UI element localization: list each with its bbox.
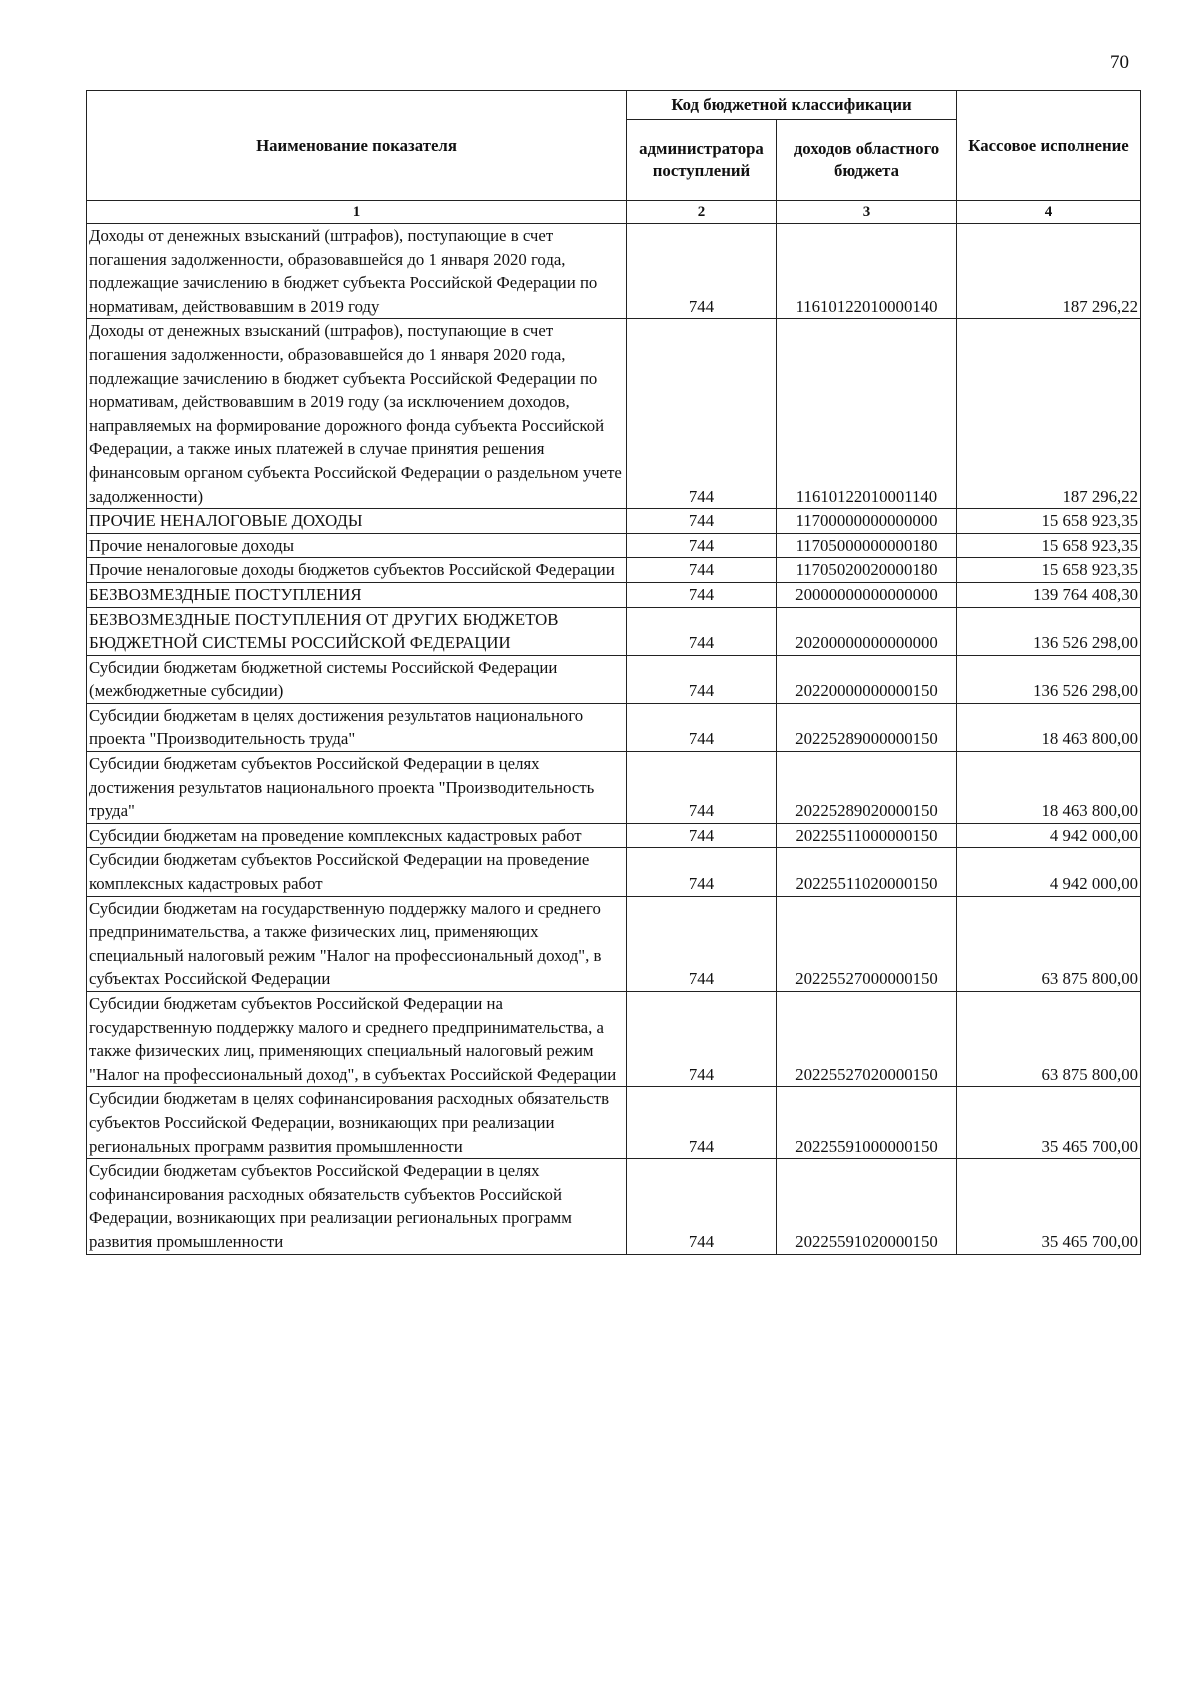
table-row	[87, 896, 1141, 991]
table-row	[87, 823, 1141, 848]
row-amount: 187 296,22	[957, 224, 1141, 319]
row-admin-code: 744	[627, 558, 777, 583]
table-header	[87, 91, 1141, 224]
row-income-code: 20225527020000150	[777, 992, 957, 1087]
row-amount: 63 875 800,00	[957, 896, 1141, 991]
table-row	[87, 848, 1141, 896]
row-income-code: 11705000000000180	[777, 533, 957, 558]
budget-table	[86, 90, 1141, 1255]
row-amount: 63 875 800,00	[957, 992, 1141, 1087]
row-name: БЕЗВОЗМЕЗДНЫЕ ПОСТУПЛЕНИЯ	[87, 582, 627, 607]
row-name: Субсидии бюджетам субъектов Российской Федерации в целях достижения результатов национального проекта "Производительность труда"	[87, 752, 627, 824]
table-row	[87, 607, 1141, 655]
row-name: ПРОЧИЕ НЕНАЛОГОВЫЕ ДОХОДЫ	[87, 509, 627, 534]
row-admin-code: 744	[627, 1087, 777, 1159]
row-income-code: 11610122010000140	[777, 224, 957, 319]
row-income-code: 11705020020000180	[777, 558, 957, 583]
row-name: Субсидии бюджетам субъектов Российской Федерации на проведение комплексных кадастровых работ	[87, 848, 627, 896]
row-admin-code: 744	[627, 607, 777, 655]
row-admin-code: 744	[627, 823, 777, 848]
header-income: доходов областного бюджета	[777, 120, 957, 201]
row-admin-code: 744	[627, 992, 777, 1087]
header-num-1: 1	[87, 201, 627, 224]
row-amount: 187 296,22	[957, 319, 1141, 509]
row-amount: 35 465 700,00	[957, 1087, 1141, 1159]
header-execution: Кассовое исполнение	[957, 91, 1141, 201]
row-name: Субсидии бюджетам в целях достижения результатов национального проекта "Производительность труда"	[87, 703, 627, 751]
row-name: Субсидии бюджетам на проведение комплексных кадастровых работ	[87, 823, 627, 848]
row-amount: 136 526 298,00	[957, 655, 1141, 703]
row-name: БЕЗВОЗМЕЗДНЫЕ ПОСТУПЛЕНИЯ ОТ ДРУГИХ БЮДЖЕТОВ БЮДЖЕТНОЙ СИСТЕМЫ РОССИЙСКОЙ ФЕДЕРАЦИИ	[87, 607, 627, 655]
row-admin-code: 744	[627, 509, 777, 534]
row-amount: 4 942 000,00	[957, 823, 1141, 848]
row-amount: 4 942 000,00	[957, 848, 1141, 896]
row-income-code: 20200000000000000	[777, 607, 957, 655]
row-name: Субсидии бюджетам субъектов Российской Федерации на государственную поддержку малого и среднего предпринимательства, а также физических лиц, применяющих специальный налоговый режим "Налог на профессиональный доход", в субъектах Российской Федерации	[87, 992, 627, 1087]
row-income-code: 20000000000000000	[777, 582, 957, 607]
row-admin-code: 744	[627, 848, 777, 896]
row-admin-code: 744	[627, 752, 777, 824]
row-income-code: 11610122010001140	[777, 319, 957, 509]
header-code-group: Код бюджетной классификации	[627, 91, 957, 120]
row-amount: 15 658 923,35	[957, 533, 1141, 558]
table-row	[87, 582, 1141, 607]
row-income-code: 20225511000000150	[777, 823, 957, 848]
row-income-code: 20220000000000150	[777, 655, 957, 703]
table-body	[87, 224, 1141, 1255]
table-row	[87, 558, 1141, 583]
table-row	[87, 703, 1141, 751]
row-name: Доходы от денежных взысканий (штрафов), поступающие в счет погашения задолженности, образовавшейся до 1 января 2020 года, подлежащие зачислению в бюджет субъекта Российской Федерации по нормативам, действовавшим в 2019 году	[87, 224, 627, 319]
table-row	[87, 655, 1141, 703]
table-row	[87, 224, 1141, 319]
table-row	[87, 509, 1141, 534]
row-name: Субсидии бюджетам на государственную поддержку малого и среднего предпринимательства, а также физических лиц, применяющих специальный налоговый режим "Налог на профессиональный доход", в субъектах Российской Федерации	[87, 896, 627, 991]
table-row	[87, 1087, 1141, 1159]
row-income-code: 20225511020000150	[777, 848, 957, 896]
row-income-code: 20225591000000150	[777, 1087, 957, 1159]
row-income-code: 20225527000000150	[777, 896, 957, 991]
row-admin-code: 744	[627, 533, 777, 558]
row-amount: 136 526 298,00	[957, 607, 1141, 655]
row-amount: 139 764 408,30	[957, 582, 1141, 607]
row-income-code: 20225289000000150	[777, 703, 957, 751]
header-num-4: 4	[957, 201, 1141, 224]
row-admin-code: 744	[627, 896, 777, 991]
row-admin-code: 744	[627, 224, 777, 319]
row-name: Прочие неналоговые доходы бюджетов субъектов Российской Федерации	[87, 558, 627, 583]
row-admin-code: 744	[627, 1159, 777, 1254]
row-name: Субсидии бюджетам в целях софинансирования расходных обязательств субъектов Российской Федерации, возникающих при реализации региональных программ развития промышленности	[87, 1087, 627, 1159]
table-row	[87, 319, 1141, 509]
row-amount: 15 658 923,35	[957, 509, 1141, 534]
header-admin: администратора поступлений	[627, 120, 777, 201]
header-name: Наименование показателя	[87, 91, 627, 201]
row-admin-code: 744	[627, 319, 777, 509]
page-number: 70	[1110, 52, 1129, 73]
row-admin-code: 744	[627, 582, 777, 607]
header-num-3: 3	[777, 201, 957, 224]
table-row	[87, 992, 1141, 1087]
row-amount: 15 658 923,35	[957, 558, 1141, 583]
row-name: Субсидии бюджетам субъектов Российской Федерации в целях софинансирования расходных обязательств субъектов Российской Федерации, возникающих при реализации региональных программ развития промышленности	[87, 1159, 627, 1254]
table-row	[87, 752, 1141, 824]
row-amount: 18 463 800,00	[957, 703, 1141, 751]
row-amount: 18 463 800,00	[957, 752, 1141, 824]
row-admin-code: 744	[627, 703, 777, 751]
row-income-code: 20225591020000150	[777, 1159, 957, 1254]
row-name: Доходы от денежных взысканий (штрафов), поступающие в счет погашения задолженности, образовавшейся до 1 января 2020 года, подлежащие зачислению в бюджет субъекта Российской Федерации по нормативам, действовавшим в 2019 году (за исключением доходов, направляемых на формирование дорожного фонда субъекта Российской Федерации, а также иных платежей в случае принятия решения финансовым органом субъекта Российской Федерации о раздельном учете задолженности)	[87, 319, 627, 509]
row-name: Субсидии бюджетам бюджетной системы Российской Федерации (межбюджетные субсидии)	[87, 655, 627, 703]
row-amount: 35 465 700,00	[957, 1159, 1141, 1254]
table-row	[87, 533, 1141, 558]
row-income-code: 20225289020000150	[777, 752, 957, 824]
row-name: Прочие неналоговые доходы	[87, 533, 627, 558]
header-num-2: 2	[627, 201, 777, 224]
table-row	[87, 1159, 1141, 1254]
row-admin-code: 744	[627, 655, 777, 703]
row-income-code: 11700000000000000	[777, 509, 957, 534]
